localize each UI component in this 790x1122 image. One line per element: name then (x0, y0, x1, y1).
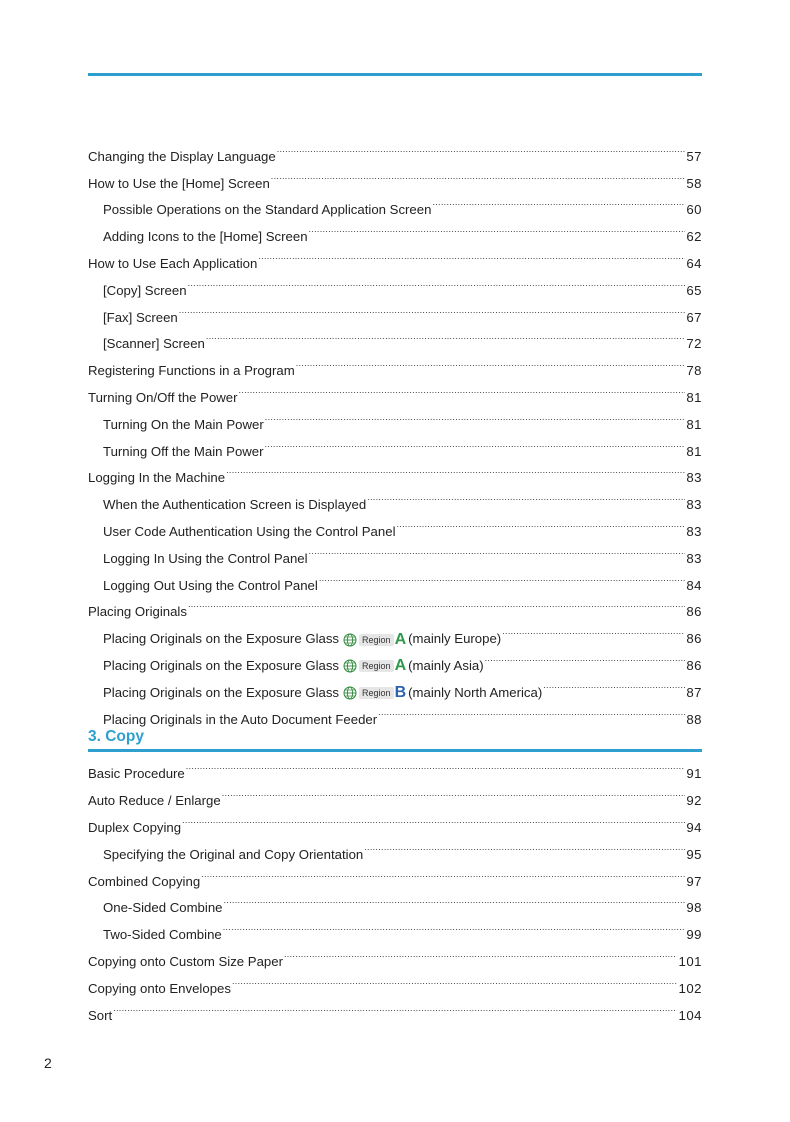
toc-entry-page: 83 (686, 523, 702, 539)
toc-entry-title: Placing Originals in the Auto Document Feeder (103, 711, 378, 727)
toc-entry-page: 60 (686, 202, 702, 218)
header-rule (88, 73, 702, 76)
toc-entry-page: 81 (686, 416, 702, 432)
toc-entry-title: Duplex Copying (88, 819, 182, 835)
toc-entry-title: [Scanner] Screen (103, 336, 205, 352)
toc-entry-title-wrap (88, 385, 238, 412)
toc-leader-dots (271, 161, 686, 188)
toc-entry-page: 67 (686, 309, 702, 325)
table-of-contents (88, 134, 702, 1023)
toc-entry-title-wrap (88, 465, 225, 492)
toc-entry-title: [Copy] Screen (103, 282, 187, 298)
toc-entry-page: 102 (678, 980, 702, 996)
toc-leader-dots (432, 188, 685, 215)
chapter-heading[interactable] (88, 724, 702, 752)
region-badge (343, 626, 406, 653)
toc-entry-title-wrap (103, 546, 308, 573)
region-letter: B (394, 684, 407, 702)
toc-section-part2 (88, 752, 702, 1023)
toc-entry-title: Placing Originals (88, 604, 187, 620)
toc-entry-page: 83 (686, 470, 702, 486)
region-badge (343, 653, 406, 680)
toc-leader-dots (265, 402, 686, 429)
toc-leader-dots (364, 832, 685, 859)
toc-entry-title-wrap (88, 761, 185, 788)
toc-leader-dots (296, 348, 686, 375)
toc-entry-page: 99 (686, 927, 702, 943)
toc-entry-page: 78 (686, 363, 702, 379)
toc-entry-title-wrap (88, 815, 181, 842)
toc-entry-title-wrap (103, 305, 178, 332)
globe-icon (343, 626, 357, 653)
toc-leader-dots (188, 590, 685, 617)
toc-leader-dots (224, 886, 686, 913)
toc-entry-title-wrap (103, 653, 484, 680)
toc-entry[interactable] (88, 295, 702, 325)
toc-entry-title: Logging In the Machine (88, 470, 226, 486)
toc-entry-page: 94 (686, 819, 702, 835)
toc-leader-dots (485, 643, 686, 670)
toc-leader-dots (378, 697, 685, 724)
toc-entry-page: 65 (686, 282, 702, 298)
toc-entry-title-wrap (88, 869, 200, 896)
toc-entry-title: Auto Reduce / Enlarge (88, 793, 221, 809)
toc-leader-dots (226, 456, 685, 483)
toc-entry-title: Copying onto Custom Size Paper (88, 953, 283, 969)
toc-entry-page: 83 (686, 550, 702, 566)
region-letter: A (394, 630, 407, 648)
toc-leader-dots (239, 375, 686, 402)
toc-entry-page: 101 (678, 953, 702, 969)
toc-leader-dots (397, 509, 686, 536)
toc-entry-page: 91 (686, 766, 702, 782)
toc-entry-title-wrap (103, 331, 205, 358)
toc-leader-dots (206, 322, 685, 349)
toc-leader-dots (182, 805, 685, 832)
toc-entry-page: 104 (678, 1007, 702, 1023)
toc-entry-title-wrap (103, 895, 223, 922)
toc-entry-title-wrap (88, 171, 270, 198)
toc-entry-page: 57 (686, 148, 702, 164)
toc-entry-title: One-Sided Combine (103, 900, 223, 916)
toc-entry-title: Specifying the Original and Copy Orientation (103, 846, 364, 862)
toc-entry-page: 81 (686, 443, 702, 459)
toc-entry-title-wrap (103, 922, 222, 949)
toc-entry-title: Possible Operations on the Standard Application Screen (103, 202, 432, 218)
toc-leader-dots (188, 268, 686, 295)
toc-leader-dots (309, 536, 686, 563)
toc-leader-dots (543, 670, 685, 697)
toc-entry-page: 86 (686, 657, 702, 673)
toc-leader-dots (223, 912, 686, 939)
toc-entry-title-wrap (103, 626, 501, 653)
toc-entry-title: Logging In Using the Control Panel (103, 550, 308, 566)
toc-entry[interactable] (88, 752, 702, 782)
page-number: 2 (44, 1055, 52, 1071)
toc-leader-dots (265, 429, 686, 456)
toc-entry-title: Placing Originals on the Exposure Glass (103, 631, 340, 647)
toc-entry-title: Basic Procedure (88, 766, 185, 782)
toc-entry-page: 58 (686, 175, 702, 191)
toc-entry-page: 83 (686, 497, 702, 513)
toc-leader-dots (113, 993, 677, 1020)
toc-entry-title: Combined Copying (88, 873, 201, 889)
toc-entry-title: How to Use Each Application (88, 255, 258, 271)
toc-entry-title: When the Authentication Screen is Displayed (103, 497, 367, 513)
toc-entry-page: 72 (686, 336, 702, 352)
toc-entry-title: Placing Originals on the Exposure Glass (103, 684, 340, 700)
toc-entry-page: 86 (686, 631, 702, 647)
toc-leader-dots (502, 616, 685, 643)
toc-entry-title-wrap (88, 599, 187, 626)
toc-entry-title: Two-Sided Combine (103, 927, 222, 943)
toc-entry[interactable] (88, 993, 702, 1023)
toc-entry-page: 86 (686, 604, 702, 620)
toc-entry-title: Turning Off the Main Power (103, 443, 264, 459)
toc-section-part1 (88, 134, 702, 727)
region-letter: A (394, 657, 407, 675)
toc-leader-dots (309, 214, 686, 241)
toc-entry-title-wrap (88, 1003, 112, 1030)
toc-leader-dots (319, 563, 686, 590)
region-suffix: (mainly Europe) (408, 631, 502, 647)
toc-entry[interactable] (88, 322, 702, 352)
toc-leader-dots (179, 295, 686, 322)
toc-entry-page: 98 (686, 900, 702, 916)
toc-entry-page: 88 (686, 711, 702, 727)
toc-leader-dots (277, 134, 686, 161)
globe-icon (343, 653, 357, 680)
toc-entry-title: Logging Out Using the Control Panel (103, 577, 318, 593)
toc-leader-dots (232, 966, 678, 993)
toc-entry-title: Changing the Display Language (88, 148, 276, 164)
toc-entry-page: 81 (686, 389, 702, 405)
toc-leader-dots (284, 939, 677, 966)
toc-leader-dots (222, 778, 686, 805)
globe-icon (343, 680, 357, 707)
region-label: Region (359, 660, 394, 672)
region-label: Region (359, 634, 394, 646)
toc-entry-title: Registering Functions in a Program (88, 363, 295, 379)
toc-entry-title: Placing Originals on the Exposure Glass (103, 657, 340, 673)
region-label: Region (359, 687, 394, 699)
toc-entry-page: 97 (686, 873, 702, 889)
toc-entry-title: Copying onto Envelopes (88, 980, 231, 996)
toc-entry-title: How to Use the [Home] Screen (88, 175, 270, 191)
toc-entry-page: 62 (686, 229, 702, 245)
toc-entry-title-wrap (103, 278, 187, 305)
toc-entry-title-wrap (88, 144, 276, 171)
toc-entry-page: 64 (686, 255, 702, 271)
toc-leader-dots (367, 482, 685, 509)
toc-entry[interactable] (88, 134, 702, 164)
toc-entry-page: 92 (686, 793, 702, 809)
toc-entry-title-wrap (103, 412, 264, 439)
chapter-title: 3. Copy (88, 727, 144, 745)
toc-leader-dots (186, 752, 686, 779)
toc-entry-title-wrap (103, 492, 366, 519)
toc-entry-title: User Code Authentication Using the Control Panel (103, 523, 396, 539)
toc-leader-dots (201, 859, 685, 886)
toc-entry-page: 84 (686, 577, 702, 593)
toc-entry-title: Sort (88, 1007, 113, 1023)
toc-entry-title: Turning On the Main Power (103, 416, 264, 432)
toc-entry-page: 87 (686, 684, 702, 700)
region-suffix: (mainly North America) (408, 684, 543, 700)
toc-entry-title: Turning On/Off the Power (88, 389, 238, 405)
toc-entry-page: 95 (686, 846, 702, 862)
toc-entry-title: [Fax] Screen (103, 309, 178, 325)
region-suffix: (mainly Asia) (408, 657, 484, 673)
toc-leader-dots (258, 241, 685, 268)
toc-entry-title: Adding Icons to the [Home] Screen (103, 229, 308, 245)
